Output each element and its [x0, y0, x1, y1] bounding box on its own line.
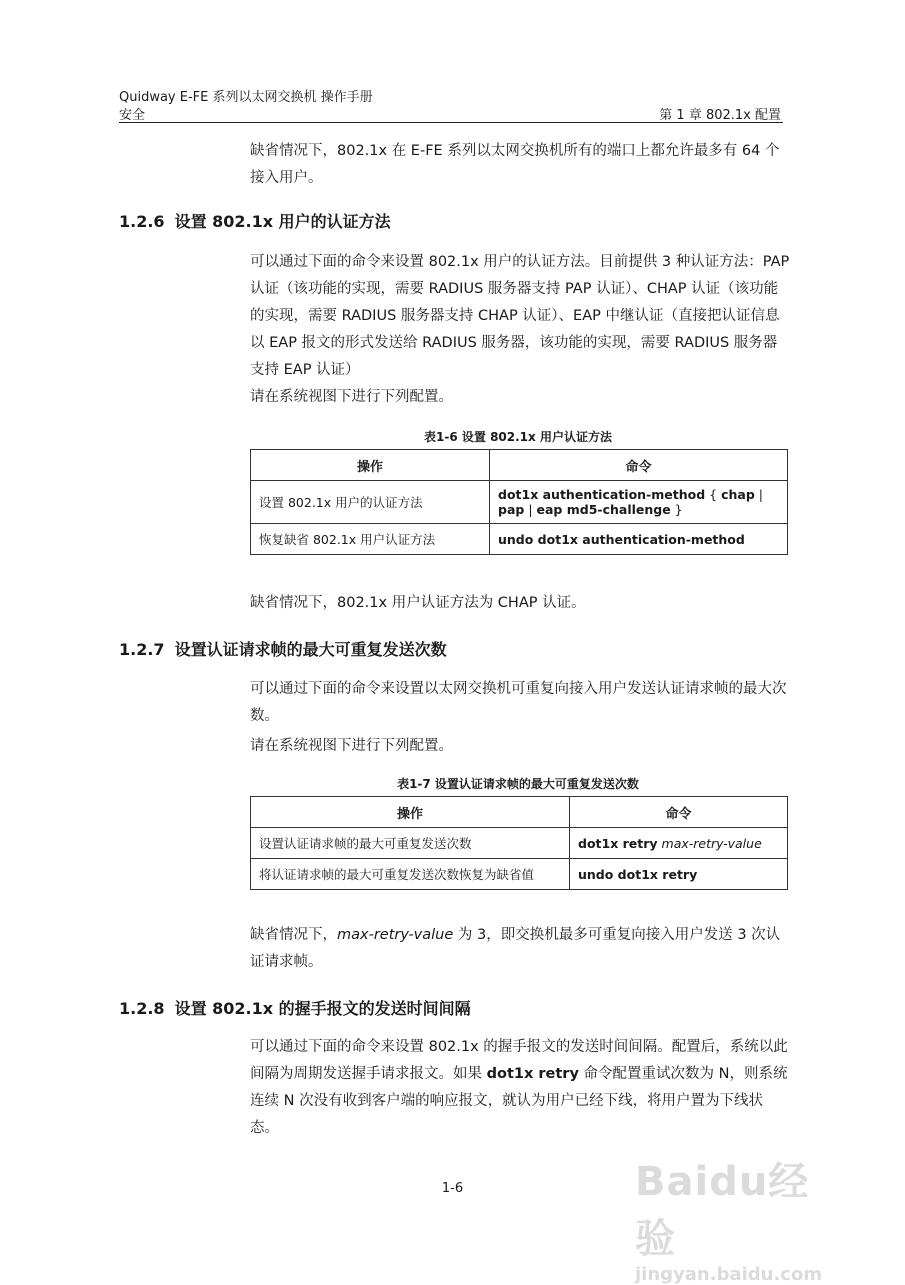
- table-cell-operation: 设置 802.1x 用户的认证方法: [251, 481, 490, 524]
- table-1-7-caption: 表1-7 设置认证请求帧的最大可重复发送次数: [397, 777, 639, 791]
- table-header-operation: 操作: [251, 797, 570, 828]
- baidu-watermark: [635, 1150, 845, 1285]
- section-1-2-8-paragraph: 可以通过下面的命令来设置 802.1x 的握手报文的发送时间间隔。配置后，系统以此间隔为周期发送握手请求报文。如果 dot1x retry 命令配置重试次数为 N，则系统连续 N 次没有收到客户端的响应报文，就认为用户已经下线，将用户置为下线状态。: [250, 1039, 788, 1136]
- section-1-2-6-after-note: 缺省情况下，802.1x 用户认证方法为 CHAP 认证。: [250, 595, 586, 611]
- doc-title: Quidway E-FE 系列以太网交换机 操作手册: [119, 90, 373, 105]
- section-1-2-7-after-note: 缺省情况下，max-retry-value 为 3，即交换机最多可重复向接入用户发送 3 次认证请求帧。: [250, 927, 781, 970]
- table-header-command: 命令: [490, 450, 788, 481]
- table-row: [251, 524, 788, 555]
- baidu-watermark-logo: Baidu经验: [635, 1159, 810, 1262]
- table-cell-command: dot1x authentication-method { chap | pap | eap md5-challenge }: [490, 481, 788, 524]
- section-1-2-6-view-note: 请在系统视图下进行下列配置。: [250, 389, 453, 405]
- section-heading-1-2-8: 1.2.8 设置 802.1x 的握手报文的发送时间间隔: [119, 999, 471, 1018]
- table-header-command: 命令: [570, 797, 788, 828]
- header-divider: [119, 122, 783, 123]
- section-1-2-6-paragraph: 可以通过下面的命令来设置 802.1x 用户的认证方法。目前提供 3 种认证方法：PAP 认证（该功能的实现，需要 RADIUS 服务器支持 PAP 认证）、CHAP 认证（该功能的实现，需要 RADIUS 服务器支持 CHAP 认证）、EAP 中继认证（直接把认证信息以 EAP 报文的形式发送给 RADIUS 服务器，该功能的实现，需要 RADIUS 服务器支持 EAP 认证）: [250, 254, 790, 378]
- page-number: 1-6: [441, 1181, 464, 1196]
- table-row: [251, 859, 788, 890]
- table-cell-operation: 设置认证请求帧的最大可重复发送次数: [251, 828, 570, 859]
- section-heading-1-2-7: 1.2.7 设置认证请求帧的最大可重复发送次数: [119, 640, 447, 659]
- table-cell-operation: 恢复缺省 802.1x 用户认证方法: [251, 524, 490, 555]
- table-header-operation: 操作: [251, 450, 490, 481]
- section-heading-1-2-6: 1.2.6 设置 802.1x 用户的认证方法: [119, 212, 391, 231]
- table-row: [251, 828, 788, 859]
- intro-paragraph: 缺省情况下，802.1x 在 E-FE 系列以太网交换机所有的端口上都允许最多有 64 个接入用户。: [250, 143, 780, 186]
- table-cell-command: dot1x retry max-retry-value: [570, 828, 788, 859]
- table-cell-command: undo dot1x retry: [570, 859, 788, 890]
- section-1-2-7-view-note: 请在系统视图下进行下列配置。: [250, 738, 453, 754]
- section-1-2-7-paragraph: 可以通过下面的命令来设置以太网交换机可重复向接入用户发送认证请求帧的最大次数。: [250, 681, 787, 724]
- baidu-watermark-url: jingyan.baidu.com: [635, 1264, 823, 1285]
- table-row: [251, 481, 788, 524]
- table-1-6: [250, 449, 788, 555]
- chapter-title: 第 1 章 802.1x 配置: [659, 108, 781, 123]
- table-cell-command: undo dot1x authentication-method: [490, 524, 788, 555]
- table-cell-operation: 将认证请求帧的最大可重复发送次数恢复为缺省值: [251, 859, 570, 890]
- table-1-6-caption: 表1-6 设置 802.1x 用户认证方法: [424, 430, 612, 444]
- table-1-7: [250, 796, 788, 890]
- doc-section: 安全: [119, 108, 146, 123]
